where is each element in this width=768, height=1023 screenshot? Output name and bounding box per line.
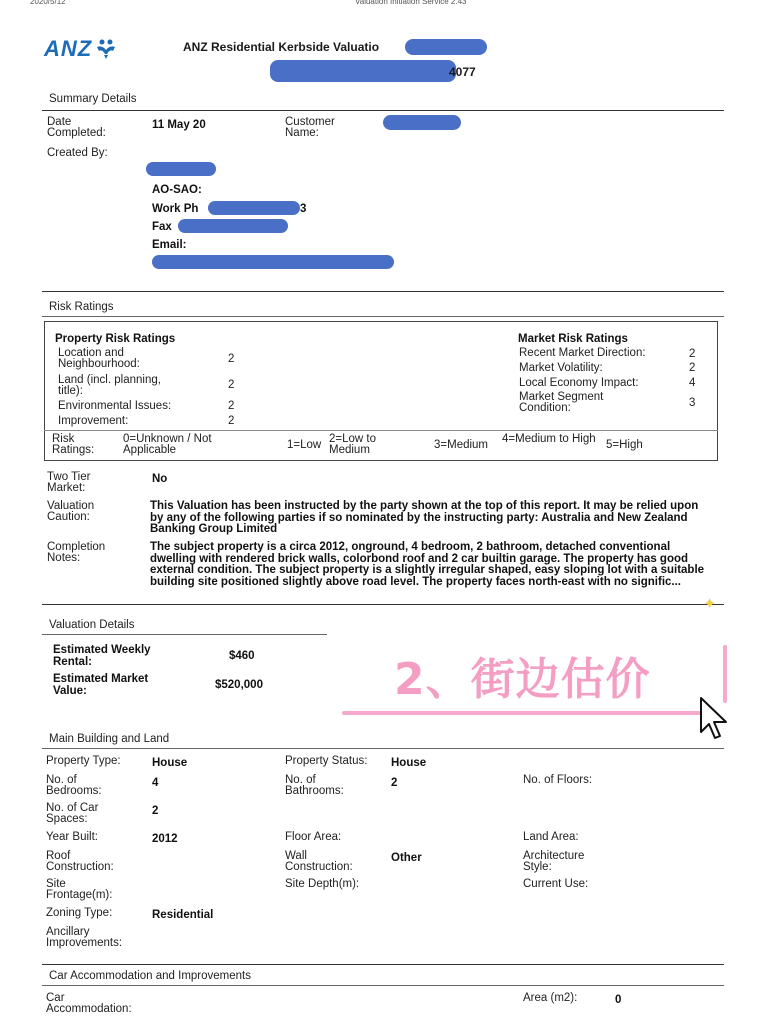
date-completed-label: Date Completed:: [47, 116, 106, 139]
market-value-label: Estimated Market Value:: [53, 673, 149, 697]
depth-label: Site Depth(m):: [285, 878, 360, 890]
zoning-label: Zoning Type:: [46, 907, 113, 919]
redaction: [146, 162, 216, 176]
valuation-caution-text: This Valuation has been instructed by the party shown at the top of this report. It may be relied upon by any of the following parties if so nominated by the instructing party: Australia and New Zealand Banking Group Limited: [150, 500, 699, 535]
property-type-label: Property Type:: [46, 755, 121, 767]
two-tier-value: No: [152, 473, 168, 485]
market-risk-title: Market Risk Ratings: [518, 333, 628, 345]
risk-legend-1: 1=Low: [287, 439, 322, 451]
wall-value: Other: [391, 852, 422, 864]
section-title-valuation: Valuation Details: [49, 619, 135, 631]
frontage-label: Site Frontage(m):: [46, 878, 113, 901]
car-spaces-label: No. of Car Spaces:: [46, 802, 99, 825]
redaction: [270, 60, 456, 82]
risk-environment-value: 2: [228, 400, 235, 412]
redaction: [152, 255, 394, 269]
risk-land-value: 2: [228, 379, 235, 391]
print-date: 2020/5/12: [30, 0, 66, 6]
divider: [42, 634, 327, 635]
divider: [44, 430, 718, 431]
market-segment-value: 3: [689, 397, 696, 409]
risk-legend-2: 2=Low to Medium: [329, 433, 376, 456]
annotation-bracket: [723, 645, 727, 703]
section-title-risk: Risk Ratings: [49, 301, 114, 313]
customer-name-label: Customer Name:: [285, 116, 335, 139]
land-area-label: Land Area:: [523, 831, 579, 843]
bathrooms-value: 2: [391, 777, 398, 789]
property-status-value: House: [391, 757, 427, 769]
risk-legend-5: 5=High: [606, 439, 643, 451]
year-built-label: Year Built:: [46, 831, 98, 843]
report-ref: 4077: [449, 65, 476, 79]
section-title-summary: Summary Details: [49, 93, 137, 105]
created-by-label: Created By:: [47, 147, 108, 159]
annotation-text: 2、街边估价: [394, 654, 651, 705]
market-segment-label: Market Segment Condition:: [519, 391, 604, 414]
redaction: [208, 201, 300, 215]
divider: [42, 964, 724, 965]
risk-improvement-value: 2: [228, 415, 235, 427]
logo-figures-icon: [95, 38, 117, 60]
divider: [42, 110, 724, 111]
print-title: Valuation Initiation Service 2.43: [355, 0, 467, 6]
divider: [42, 748, 724, 749]
risk-location-label: Location and Neighbourhood:: [58, 347, 140, 370]
risk-environment-label: Environmental Issues:: [58, 400, 172, 412]
mouse-cursor-icon: [699, 696, 731, 744]
divider: [42, 604, 724, 605]
market-value-value: $520,000: [215, 679, 263, 691]
weekly-rental-label: Estimated Weekly Rental:: [53, 644, 151, 668]
risk-land-label: Land (incl. planning, title):: [58, 374, 161, 397]
bedrooms-value: 4: [152, 777, 159, 789]
section-title-car: Car Accommodation and Improvements: [49, 970, 251, 982]
risk-location-value: 2: [228, 353, 235, 365]
ao-sao-label: AO-SAO:: [152, 184, 202, 196]
completion-notes-label: Completion Notes:: [47, 541, 106, 564]
redaction: [178, 219, 288, 233]
email-label: Email:: [152, 239, 187, 251]
car-spaces-value: 2: [152, 805, 159, 817]
car-accommodation-label: Car Accommodation:: [46, 992, 132, 1015]
date-completed-value: 11 May 20: [152, 119, 206, 131]
current-use-label: Current Use:: [523, 878, 589, 890]
report-title: ANZ Residential Kerbside Valuatio: [183, 40, 380, 54]
completion-notes-text: The subject property is a circa 2012, onground, 4 bedroom, 2 bathroom, detached conventional dwelling with rendered brick walls, colorbond roof and 2 car builtin garage. The property has good external condition. The subject property is a slightly irregular shaped, easy sloping lot with a suitable building site positioned slightly above road level. The property faces north-east with no signific...: [150, 541, 705, 588]
weekly-rental-value: $460: [229, 650, 255, 662]
property-type-value: House: [152, 757, 188, 769]
market-direction-label: Recent Market Direction:: [519, 347, 646, 359]
floors-label: No. of Floors:: [523, 774, 593, 786]
property-risk-title: Property Risk Ratings: [55, 333, 176, 345]
floor-area-label: Floor Area:: [285, 831, 342, 843]
divider: [42, 291, 724, 292]
ancillary-label: Ancillary Improvements:: [46, 926, 123, 949]
market-volatility-value: 2: [689, 362, 696, 374]
section-title-building: Main Building and Land: [49, 733, 170, 745]
bedrooms-label: No. of Bedrooms:: [46, 774, 102, 797]
divider: [42, 985, 724, 986]
fax-label: Fax: [152, 221, 172, 233]
year-built-value: 2012: [152, 833, 178, 845]
roof-label: Roof Construction:: [46, 850, 114, 873]
annotation-underline: [342, 711, 707, 715]
two-tier-label: Two Tier Market:: [47, 471, 91, 494]
redaction: [383, 115, 461, 130]
zoning-value: Residential: [152, 909, 214, 921]
risk-improvement-label: Improvement:: [58, 415, 129, 427]
wall-label: Wall Construction:: [285, 850, 353, 873]
risk-legend-0: 0=Unknown / Not Applicable: [123, 433, 212, 456]
market-direction-value: 2: [689, 348, 696, 360]
logo-wordmark: ANZ: [44, 36, 93, 61]
redaction: [405, 39, 487, 55]
divider: [42, 316, 724, 317]
work-phone-suffix: 3: [300, 203, 307, 215]
risk-legend-4: 4=Medium to High: [502, 433, 596, 445]
market-economy-value: 4: [689, 377, 696, 389]
bathrooms-label: No. of Bathrooms:: [285, 774, 344, 797]
work-phone-label: Work Ph: [152, 203, 199, 215]
risk-legend-3: 3=Medium: [434, 439, 489, 451]
car-area-value: 0: [615, 994, 622, 1006]
architecture-label: Architecture Style:: [523, 850, 585, 873]
valuation-caution-label: Valuation Caution:: [47, 500, 95, 523]
sparkle-icon: ✦: [703, 596, 717, 613]
car-area-label: Area (m2):: [523, 992, 578, 1004]
property-status-label: Property Status:: [285, 755, 368, 767]
market-economy-label: Local Economy Impact:: [519, 377, 639, 389]
market-volatility-label: Market Volatility:: [519, 362, 603, 374]
risk-legend-label: Risk Ratings:: [52, 433, 95, 456]
anz-logo: [44, 36, 117, 62]
